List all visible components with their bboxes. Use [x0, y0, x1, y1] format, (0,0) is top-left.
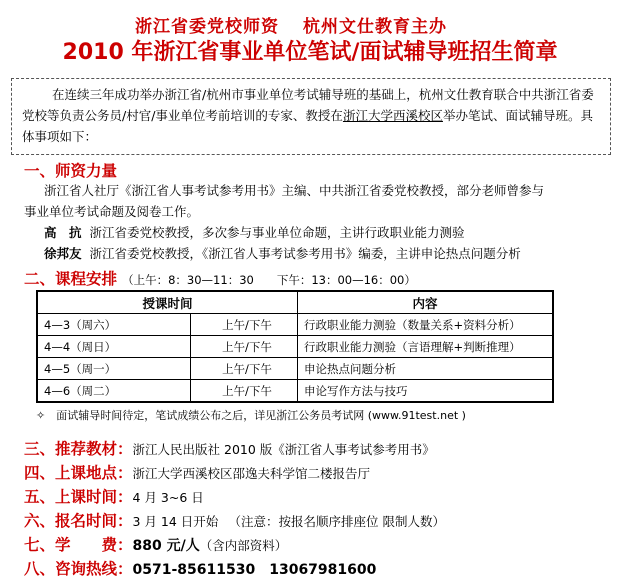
sponsor-line [135, 12, 447, 37]
teacher-name: 高 抗 [44, 225, 82, 240]
table-row [37, 336, 553, 358]
info-location [24, 461, 370, 483]
row-content: 行政职业能力测验（数量关系+资料分析） [298, 314, 554, 336]
row-content: 申论热点问题分析 [298, 358, 554, 380]
venue-link: 浙江大学西溪校区 [342, 108, 443, 123]
info-label: 七、学 费： [24, 536, 133, 554]
row-period: 上午/下午 [191, 314, 298, 336]
row-date: 4—4（周日） [37, 336, 191, 358]
row-period: 上午/下午 [191, 358, 298, 380]
page-title: 2010 年浙江省事业单位笔试/面试辅导班招生简章 [62, 40, 558, 65]
table-row [37, 314, 553, 336]
info-value: 浙江大学西溪校区邵逸夫科学馆二楼报告厅 [132, 466, 371, 481]
teacher-name: 徐邦友 [44, 246, 82, 261]
col-content-header: 内容 [298, 291, 554, 314]
hotline-value: 0571-85611530 13067981600 [132, 562, 377, 578]
section-schedule [24, 267, 416, 289]
teacher-item [44, 223, 464, 241]
info-textbook [24, 437, 435, 459]
interview-note: ✧ 面试辅导时间待定，笔试成绩公布之后，详见浙江公务员考试网 (www.91test.net ) [36, 409, 466, 422]
info-fee [24, 533, 287, 555]
class-hours: （上午：8：30—11：30 下午：13：00—16：00） [122, 273, 416, 287]
section-teachers-heading: 一、师资力量 [24, 162, 118, 180]
sponsor-left: 浙江省委党校师资 [135, 17, 279, 37]
row-date: 4—6（周二） [37, 380, 191, 403]
info-class-time [24, 485, 204, 507]
sponsor-right: 杭州文仕教育主办 [303, 17, 447, 37]
fee-note: （含内部资料） [199, 538, 288, 553]
row-content: 申论写作方法与技巧 [298, 380, 554, 403]
teachers-line1: 浙江省人社厅《浙江省人事考试参考用书》主编、中共浙江省委党校教授，部分老师曾参与 [44, 183, 545, 198]
row-date: 4—3（周六） [37, 314, 191, 336]
info-label: 六、报名时间： [24, 512, 133, 530]
info-hotline [24, 557, 376, 579]
section-schedule-heading: 二、课程安排 [24, 270, 118, 288]
col-time-header: 授课时间 [37, 291, 298, 314]
info-value: 3 月 14 日开始 [132, 514, 219, 529]
teachers-line2: 事业单位考试命题及阅卷工作。 [24, 204, 200, 219]
row-content: 行政职业能力测验（言语理解+判断推理） [298, 336, 554, 358]
info-label: 五、上课时间： [24, 488, 133, 506]
fee-value: 880 元/人 [132, 538, 200, 554]
info-label: 八、咨询热线： [24, 560, 133, 578]
info-value: 浙江人民出版社 2010 版《浙江省人事考试参考用书》 [132, 442, 435, 457]
schedule-table [36, 290, 554, 403]
teacher-item [44, 244, 521, 262]
teacher-desc: 浙江省委党校教授，《浙江省人事考试参考用书》编委，主讲申论热点问题分析 [89, 246, 521, 261]
row-date: 4—5（周一） [37, 358, 191, 380]
info-registration [24, 509, 445, 531]
info-label: 四、上课地点： [24, 464, 133, 482]
teacher-desc: 浙江省委党校教授，多次参与事业单位命题，主讲行政职业能力测验 [89, 225, 465, 240]
table-header-row [37, 291, 553, 314]
row-period: 上午/下午 [191, 336, 298, 358]
registration-note: （注意：按报名顺序排座位 限制人数） [228, 514, 445, 529]
info-value: 4 月 3~6 日 [132, 490, 204, 505]
row-period: 上午/下午 [191, 380, 298, 403]
intro-paragraph: 在连续三年成功举办浙江省/杭州市事业单位考试辅导班的基础上，杭州文仕教育联合中共浙江省委党校等负责公务员/村官/事业单位考前培训的专家、教授在浙江大学西溪校区举办笔试、面试辅导班。具体事项如下： [22, 87, 594, 144]
table-row [37, 380, 553, 403]
intro-box [11, 78, 611, 155]
info-label: 三、推荐教材： [24, 440, 133, 458]
table-row [37, 358, 553, 380]
